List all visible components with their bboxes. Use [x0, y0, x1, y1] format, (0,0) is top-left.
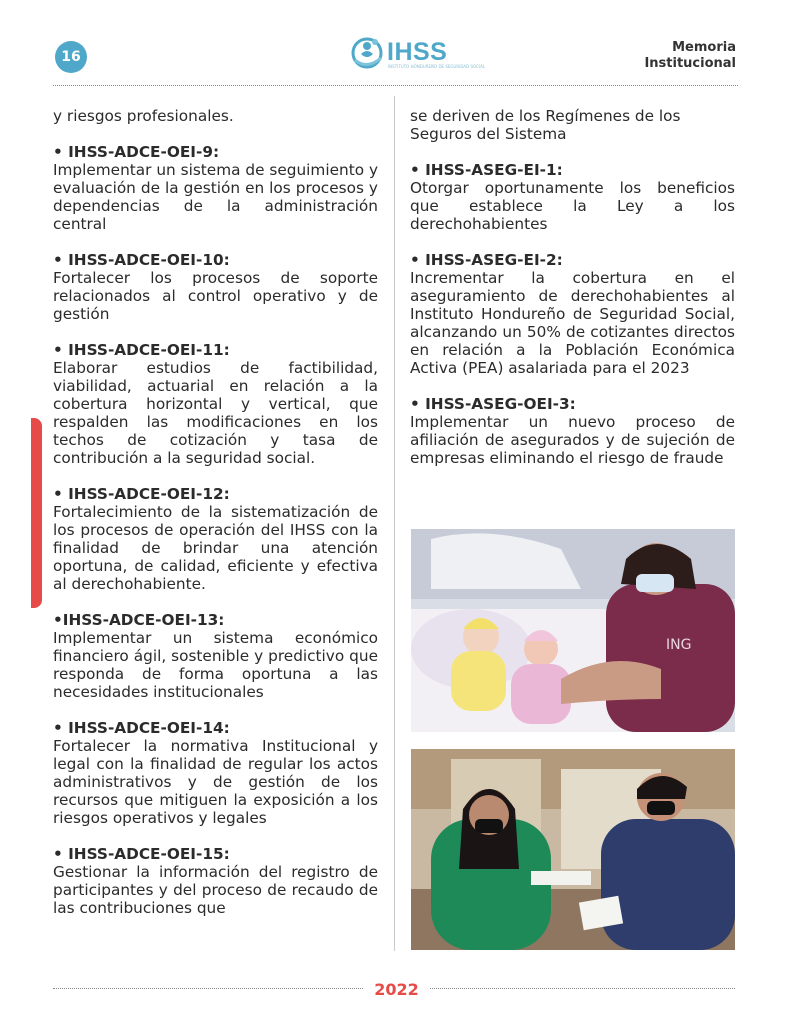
objective-text: Fortalecimiento de la sistematización de los procesos de operación del IHSS con la finalidad de brindar una atención oportuna, de calidad, eficiente y efectiva al derechohabiente. [53, 503, 378, 593]
footer-year: 2022 [374, 980, 419, 999]
objective-text: Gestionar la información del registro de participantes y del proceso de recaudo de las contribuciones que [53, 863, 378, 917]
list-item [410, 251, 735, 377]
left-column [53, 107, 378, 935]
objective-code: • IHSS-ADCE-OEI-9: [53, 143, 220, 161]
objective-text: Elaborar estudios de factibilidad, viabilidad, actuarial en relación a la cobertura horizontal y vertical, que respalden las modificaciones en los techos de cotización y tasa de contribución a la seguridad social. [53, 359, 378, 467]
page-number-badge: 16 [55, 41, 87, 73]
list-item [53, 143, 378, 233]
publication-title-line2: Institucional [644, 56, 736, 71]
objective-code: • IHSS-ADCE-OEI-11: [53, 341, 230, 359]
objective-text: Otorgar oportunamente los beneficios que establece la Ley a los derechohabientes [410, 179, 735, 233]
logo-subtitle: INSTITUTO HONDUREÑO DE SEGURIDAD SOCIAL [388, 64, 486, 69]
photo-document-exchange [411, 749, 735, 950]
photo-newborns [411, 529, 735, 732]
logo-wordmark: IHSS [387, 38, 448, 66]
list-item [53, 251, 378, 323]
objective-code: • IHSS-ADCE-OEI-12: [53, 485, 230, 503]
objective-code: • IHSS-ASEG-EI-1: [410, 161, 563, 179]
list-item [53, 611, 378, 701]
right-column [410, 107, 735, 485]
objective-text: Fortalecer los procesos de soporte relacionados al control operativo y de gestión [53, 269, 378, 323]
objective-text: Fortalecer la normativa Institucional y legal con la finalidad de regular los actos administrativos y de gestión de los recursos que mitiguen la exposición a los riesgos operativos y legales [53, 737, 378, 827]
list-item [53, 845, 378, 917]
list-item [410, 395, 735, 467]
column-divider [394, 96, 395, 951]
objective-code: • IHSS-ADCE-OEI-14: [53, 719, 230, 737]
left-lead-text: y riesgos profesionales. [53, 107, 234, 125]
list-item [53, 719, 378, 827]
objective-code: • IHSS-ASEG-OEI-3: [410, 395, 576, 413]
side-accent-bar [31, 418, 42, 608]
objective-text: Implementar un nuevo proceso de afiliación de asegurados y de sujeción de empresas eliminando el riesgo de fraude [410, 413, 735, 467]
objective-text: Implementar un sistema de seguimiento y evaluación de la gestión en los procesos y dependencias de la administración central [53, 161, 378, 233]
objective-code: • IHSS-ADCE-OEI-10: [53, 251, 230, 269]
footer-divider-left [53, 988, 363, 989]
objective-code: • IHSS-ASEG-EI-2: [410, 251, 563, 269]
header-divider [53, 85, 738, 86]
objective-text: Implementar un sistema económico financiero ágil, sostenible y predictivo que responda de forma oportuna a las necesidades institucionales [53, 629, 378, 701]
shirt-print-text: ING [666, 637, 692, 653]
objective-text: Incrementar la cobertura en el aseguramiento de derechohabientes al Instituto Hondureño de Seguridad Social, alcanzando un 50% de cotizantes directos en relación a la Población Económica Activa (PEA) asalariada para el 2023 [410, 269, 735, 377]
objective-code: •IHSS-ADCE-OEI-13: [53, 611, 225, 629]
footer-divider-right [430, 988, 735, 989]
publication-title [644, 40, 736, 72]
list-item [53, 485, 378, 593]
objective-code: • IHSS-ADCE-OEI-15: [53, 845, 230, 863]
right-lead-text: se deriven de los Regímenes de los Seguros del Sistema [410, 107, 681, 143]
list-item [410, 161, 735, 233]
publication-title-line1: Memoria [672, 40, 736, 55]
list-item [53, 341, 378, 467]
